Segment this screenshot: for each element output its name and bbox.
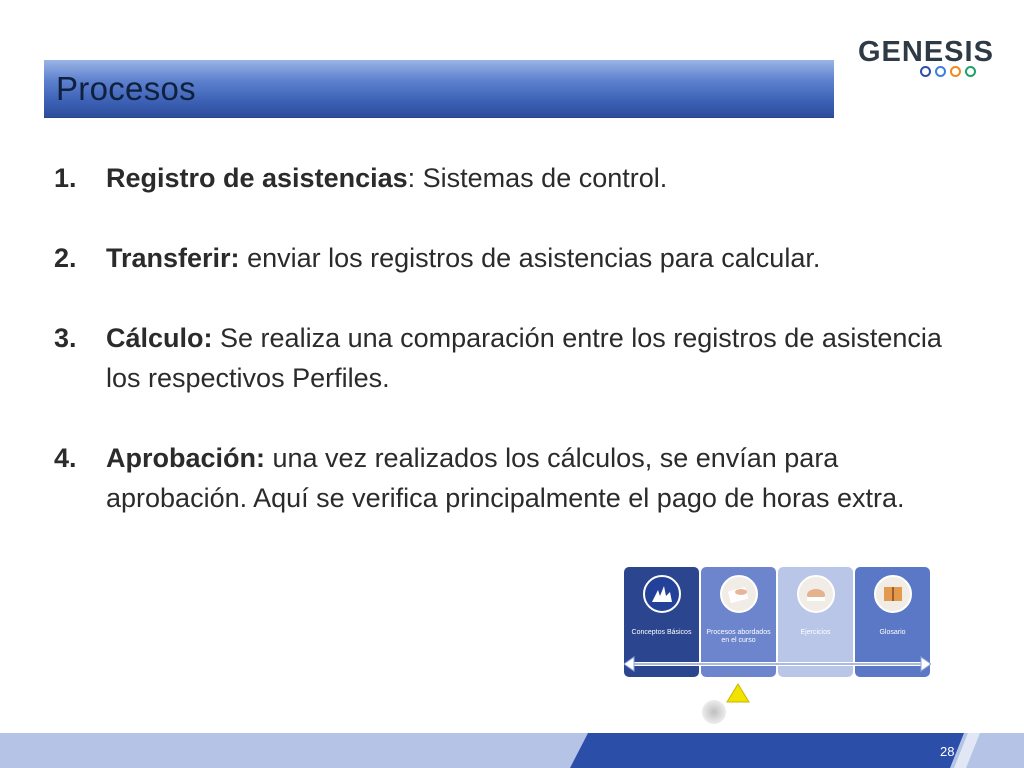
list-term: Cálculo: xyxy=(106,323,213,353)
list-item xyxy=(54,438,954,518)
ring-icon xyxy=(935,66,946,77)
list-item xyxy=(54,158,954,198)
hands-icon xyxy=(720,575,758,613)
nav-tile-label: Conceptos Básicos xyxy=(631,629,692,636)
list-number: 1. xyxy=(54,163,77,193)
arrows-icon xyxy=(643,575,681,613)
pointer-arrow-icon xyxy=(726,683,750,703)
nav-tile-label: Ejercicios xyxy=(800,629,831,636)
list-text xyxy=(106,158,667,198)
hand-icon xyxy=(797,575,835,613)
ring-icon xyxy=(950,66,961,77)
process-list xyxy=(54,158,954,558)
list-description: una vez realizados los cálculos, se envían para aprobación. Aquí se verifica principalmente el pago de horas extra. xyxy=(106,443,905,513)
cursor-shadow xyxy=(702,700,726,724)
list-description: enviar los registros de asistencias para calcular. xyxy=(239,243,821,273)
list-text xyxy=(106,318,954,398)
ring-icon xyxy=(920,66,931,77)
list-number: 3. xyxy=(54,323,77,353)
list-text xyxy=(106,438,954,518)
list-description: : Sistemas de control. xyxy=(407,163,668,193)
list-description: Se realiza una comparación entre los registros de asistencia los respectivos Perfiles. xyxy=(106,323,942,393)
list-item xyxy=(54,318,954,398)
book-icon xyxy=(874,575,912,613)
slide-title: Procesos xyxy=(56,70,196,107)
list-item xyxy=(54,238,954,278)
list-number: 2. xyxy=(54,243,77,273)
double-arrow-icon xyxy=(624,656,931,672)
page-number: 28 xyxy=(940,744,955,759)
list-term: Transferir: xyxy=(106,243,240,273)
genesis-logo xyxy=(858,36,998,86)
list-number: 4. xyxy=(54,443,77,473)
nav-tile-label: Glosario xyxy=(879,629,906,636)
footer-band xyxy=(0,733,1024,768)
list-text xyxy=(106,238,820,278)
logo-rings-icon xyxy=(920,66,976,77)
list-term: Registro de asistencias xyxy=(106,163,408,193)
logo-wordmark: GENESIS xyxy=(858,36,994,68)
ring-icon xyxy=(965,66,976,77)
nav-tile-label: Procesos abordados en el curso xyxy=(706,629,771,644)
title-bar xyxy=(44,60,834,118)
list-term: Aprobación: xyxy=(106,443,265,473)
